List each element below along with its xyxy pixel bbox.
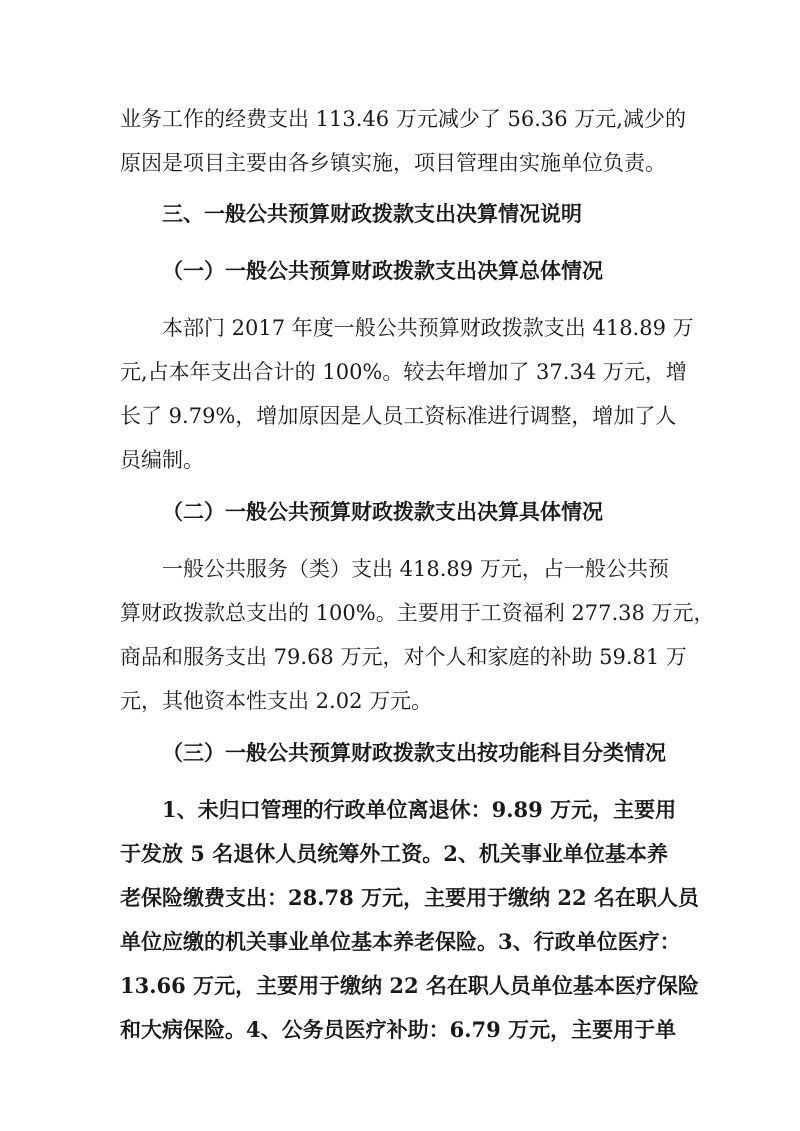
body-text-line: 业务工作的经费支出 113.46 万元减少了 56.36 万元,减少的: [120, 107, 686, 131]
body-text-line: 商品和服务支出 79.68 万元，对个人和家庭的补助 59.81 万: [120, 645, 687, 669]
subsection-heading: （一）一般公共预算财政拨款支出决算总体情况: [162, 258, 603, 283]
body-text-line: 单位应缴的机关事业单位基本养老保险。3、行政单位医疗：: [120, 929, 681, 954]
body-text-line: 本部门 2017 年度一般公共预算财政拨款支出 418.89 万: [162, 316, 694, 340]
body-text-line: 元，其他资本性支出 2.02 万元。: [120, 689, 433, 713]
body-text-line: 老保险缴费支出：28.78 万元，主要用于缴纳 22 名在职人员: [120, 885, 699, 910]
body-text-line: 员编制。: [120, 448, 204, 472]
subsection-heading: （三）一般公共预算财政拨款支出按功能科目分类情况: [162, 740, 666, 765]
body-text-line: 算财政拨款总支出的 100%。主要用于工资福利 277.38 万元，: [120, 601, 715, 625]
body-text-line: 元,占本年支出合计的 100%。较去年增加了 37.34 万元，增: [120, 360, 687, 384]
body-text-line: 原因是项目主要由各乡镇实施，项目管理由实施单位负责。: [120, 151, 666, 175]
body-text-line: 于发放 5 名退休人员统筹外工资。2、机关事业单位基本养: [120, 841, 668, 866]
body-text-line: 1、未归口管理的行政单位离退休：9.89 万元，主要用: [162, 797, 677, 822]
section-heading: 三、一般公共预算财政拨款支出决算情况说明: [162, 201, 582, 226]
body-text-line: 和大病保险。4、公务员医疗补助：6.79 万元，主要用于单: [120, 1017, 677, 1042]
subsection-heading: （二）一般公共预算财政拨款支出决算具体情况: [162, 499, 603, 524]
body-text-line: 一般公共服务（类）支出 418.89 万元，占一般公共预: [162, 557, 669, 581]
body-text-line: 13.66 万元，主要用于缴纳 22 名在职人员单位基本医疗保险: [120, 973, 699, 998]
body-text-line: 长了 9.79%，增加原因是人员工资标准进行调整，增加了人: [120, 404, 677, 428]
